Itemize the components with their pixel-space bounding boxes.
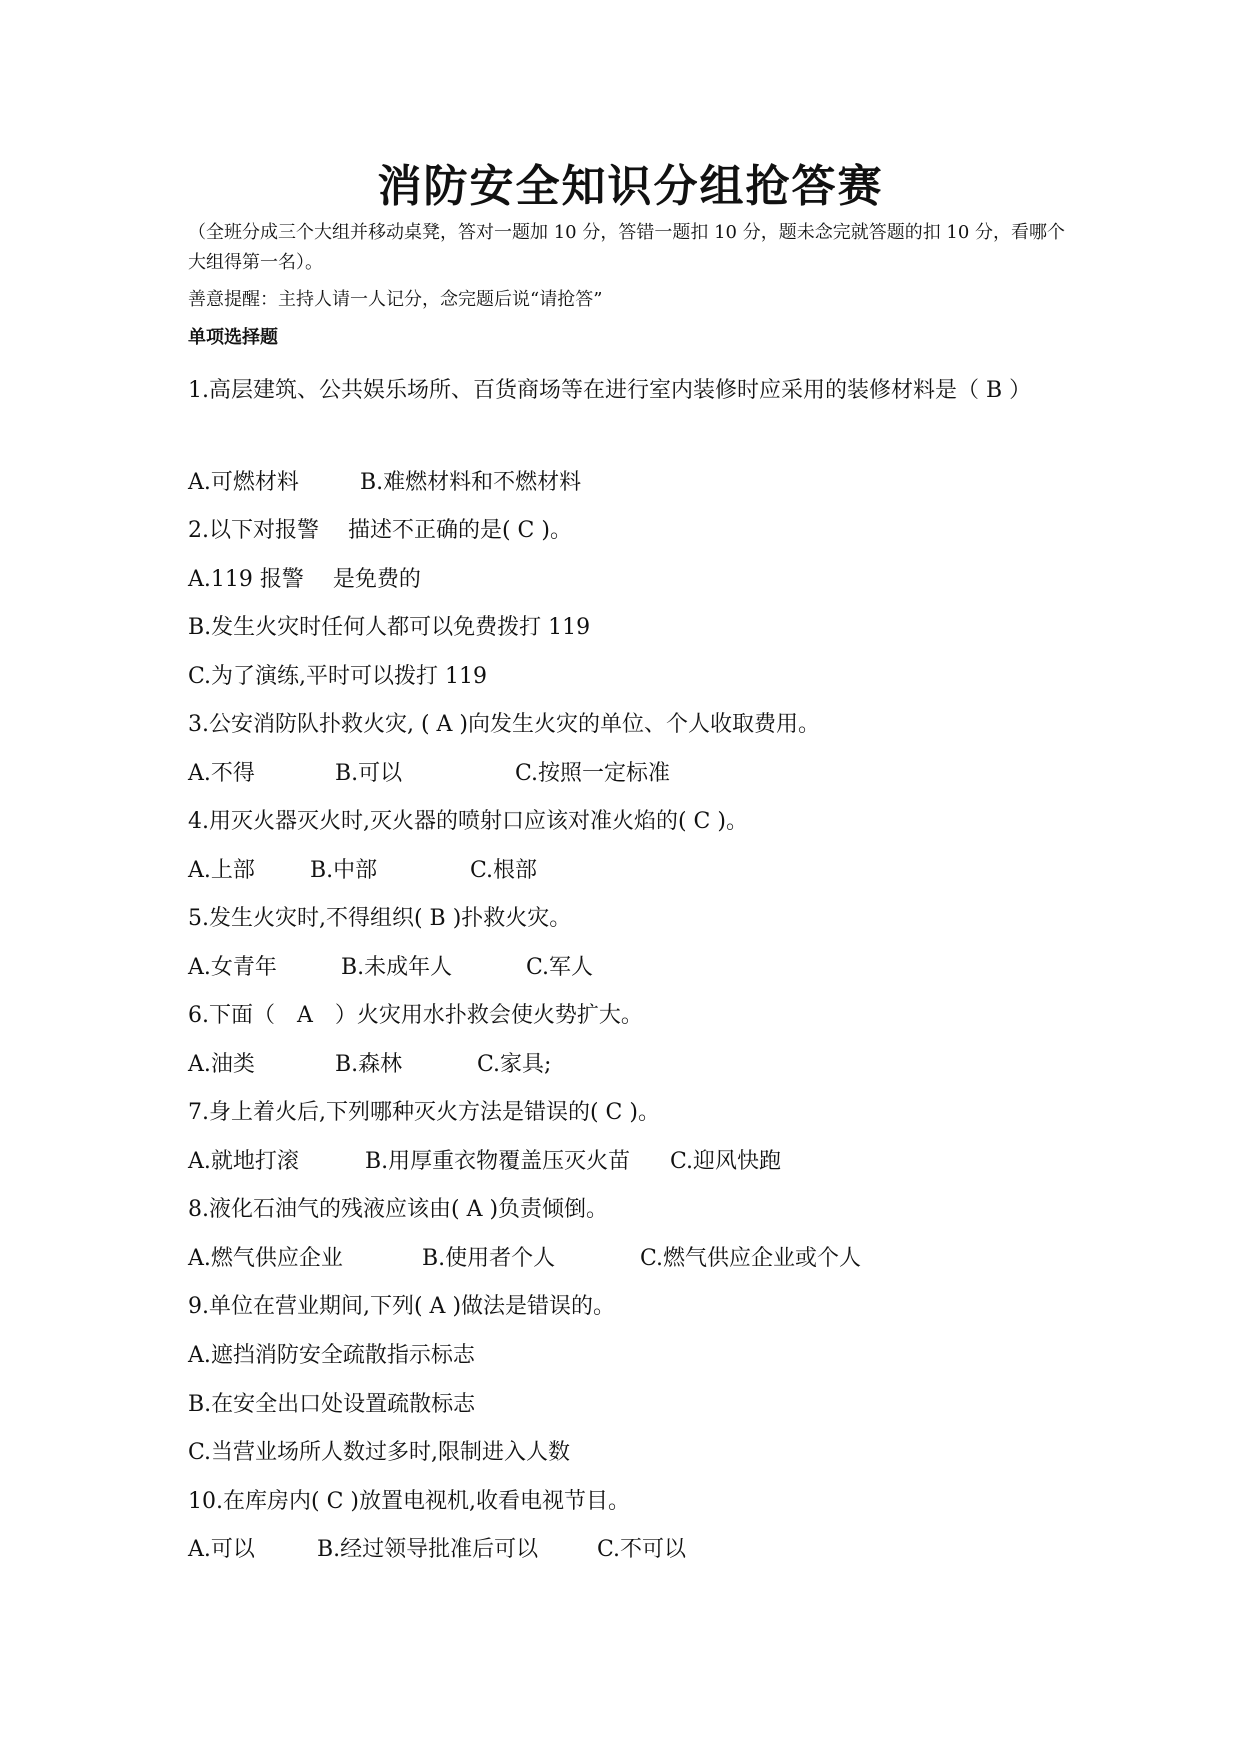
option: A.油类 <box>188 1052 255 1077</box>
option: C.燃气供应企业或个人 <box>640 1246 862 1271</box>
question-5: 5.发生火灾时,不得组织( B )扑救火灾。 <box>188 906 572 931</box>
option: B.未成年人 <box>341 955 453 980</box>
option: C.根部 <box>470 858 538 883</box>
question-3-options <box>188 759 670 789</box>
question-10: 10.在库房内( C )放置电视机,收看电视节目。 <box>188 1489 630 1514</box>
question-6: 6.下面（ A ）火灾用水扑救会使火势扩大。 <box>188 1003 643 1028</box>
question-3: 3.公安消防队扑救火灾, ( A )向发生火灾的单位、个人收取费用。 <box>188 712 821 737</box>
option: B.经过领导批准后可以 <box>317 1537 539 1562</box>
option: A.不得 <box>188 761 255 786</box>
question-9-option-a: A.遮挡消防安全疏散指示标志 <box>188 1343 475 1368</box>
option: A.可以 <box>188 1537 255 1562</box>
option: C.不可以 <box>597 1537 687 1562</box>
question-8: 8.液化石油气的残液应该由( A )负责倾倒。 <box>188 1197 609 1222</box>
question-6-options <box>188 1050 551 1080</box>
option: B.用厚重衣物覆盖压灭火苗 <box>365 1149 631 1174</box>
question-9-option-c: C.当营业场所人数过多时,限制进入人数 <box>188 1440 571 1465</box>
option: C.迎风快跑 <box>670 1149 782 1174</box>
question-10-options <box>188 1535 686 1565</box>
question-9-option-b: B.在安全出口处设置疏散标志 <box>188 1392 476 1417</box>
question-8-options <box>188 1244 861 1274</box>
option: B.中部 <box>310 858 378 883</box>
question-2-option-a: A.119 报警 是免费的 <box>188 567 421 592</box>
option: B.难燃材料和不燃材料 <box>360 470 582 495</box>
page-title: 消防安全知识分组抢答赛 <box>377 161 884 212</box>
question-2-option-b: B.发生火灾时任何人都可以免费拨打 119 <box>188 615 591 640</box>
hint-text: 善意提醒：主持人请一人记分，念完题后说“请抢答” <box>188 289 603 310</box>
option: C.按照一定标准 <box>515 761 671 786</box>
option: C.家具; <box>477 1052 552 1077</box>
question-4-options <box>188 856 537 886</box>
intro-text: （全班分成三个大组并移动桌凳，答对一题加 10 分，答错一题扣 10 分，题未念完就答题的扣 10 分，看哪个大组得第一名）。 <box>188 222 1066 273</box>
question-7-options <box>188 1147 781 1177</box>
option: A.就地打滚 <box>188 1149 299 1174</box>
option: A.燃气供应企业 <box>188 1246 343 1271</box>
question-2: 2.以下对报警 描述不正确的是( C )。 <box>188 518 572 543</box>
option: B.可以 <box>335 761 403 786</box>
question-9: 9.单位在营业期间,下列( A )做法是错误的。 <box>188 1294 616 1319</box>
question-4: 4.用灭火器灭火时,灭火器的喷射口应该对准火焰的( C )。 <box>188 809 748 834</box>
option: A.上部 <box>188 858 255 883</box>
option: B.森林 <box>335 1052 403 1077</box>
question-1-options <box>188 468 581 498</box>
option: B.使用者个人 <box>422 1246 556 1271</box>
question-7: 7.身上着火后,下列哪种灭火方法是错误的( C )。 <box>188 1100 660 1125</box>
section-heading: 单项选择题 <box>188 327 278 348</box>
question-1: 1.高层建筑、公共娱乐场所、百货商场等在进行室内装修时应采用的装修材料是（ B ） <box>188 378 1032 403</box>
option: A.女青年 <box>188 955 277 980</box>
option: C.军人 <box>526 955 594 980</box>
option: A.可燃材料 <box>188 470 299 495</box>
question-2-option-c: C.为了演练,平时可以拨打 119 <box>188 664 488 689</box>
question-5-options <box>188 953 593 983</box>
